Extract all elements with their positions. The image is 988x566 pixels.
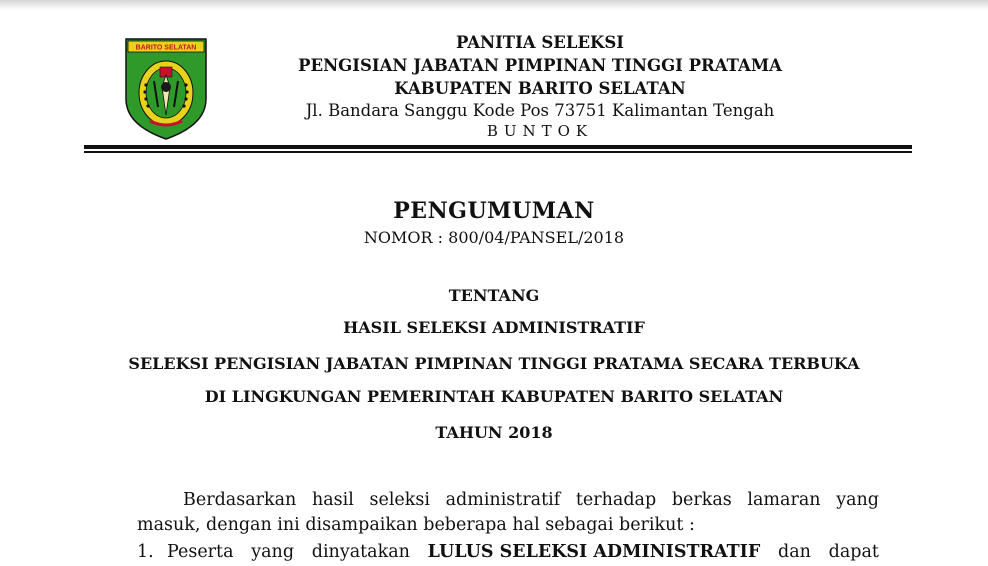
word: Berdasarkan [183,490,297,510]
word: administratif [445,490,561,510]
word: terhadap [575,490,657,510]
intro-line-1 [183,490,879,510]
word: lamaran [747,490,821,510]
word: berkas [671,490,732,510]
word: Peserta [167,542,234,562]
announcement-title: PENGUMUMAN [393,198,595,224]
letterhead-rule-thick [84,145,912,149]
intro-line-2: masuk, dengan ini disampaikan beberapa hal sebagai berikut : [137,515,695,535]
committee-purpose: PENGISIAN JABATAN PIMPINAN TINGGI PRATAMA [298,56,782,75]
subject-line-4: TAHUN 2018 [435,423,553,442]
about-heading: TENTANG [448,286,540,305]
list-item-1 [167,542,879,562]
subject-line-3: DI LINGKUNGAN PEMERINTAH KABUPATEN BARITO SELATAN [204,387,784,406]
barito-selatan-emblem [124,37,208,141]
word: dan [778,542,811,562]
regency-name: KABUPATEN BARITO SELATAN [394,79,686,98]
emphasis-passed-admin: LULUS SELEKSI ADMINISTRATIF [427,542,761,562]
word: seleksi [369,490,430,510]
list-item-1-number: 1. [137,542,154,562]
word: hasil [311,490,354,510]
subject-line-1: HASIL SELEKSI ADMINISTRATIF [343,318,645,337]
word: yang [836,490,879,510]
word: dinyatakan [311,542,410,562]
word: dapat [828,542,879,562]
letterhead-rule-thin [84,151,912,153]
word: yang [251,542,295,562]
emblem-label: BARITO SELATAN [135,44,197,52]
top-shadow [0,0,988,10]
address-line: Jl. Bandara Sanggu Kode Pos 73751 Kalimantan Tengah [305,101,775,120]
committee-name: PANITIA SELEKSI [456,33,624,52]
subject-line-2: SELEKSI PENGISIAN JABATAN PIMPINAN TINGGI PRATAMA SECARA TERBUKA [128,354,860,373]
announcement-number: NOMOR : 800/04/PANSEL/2018 [363,228,625,247]
city-name: BUNTOK [486,122,594,140]
